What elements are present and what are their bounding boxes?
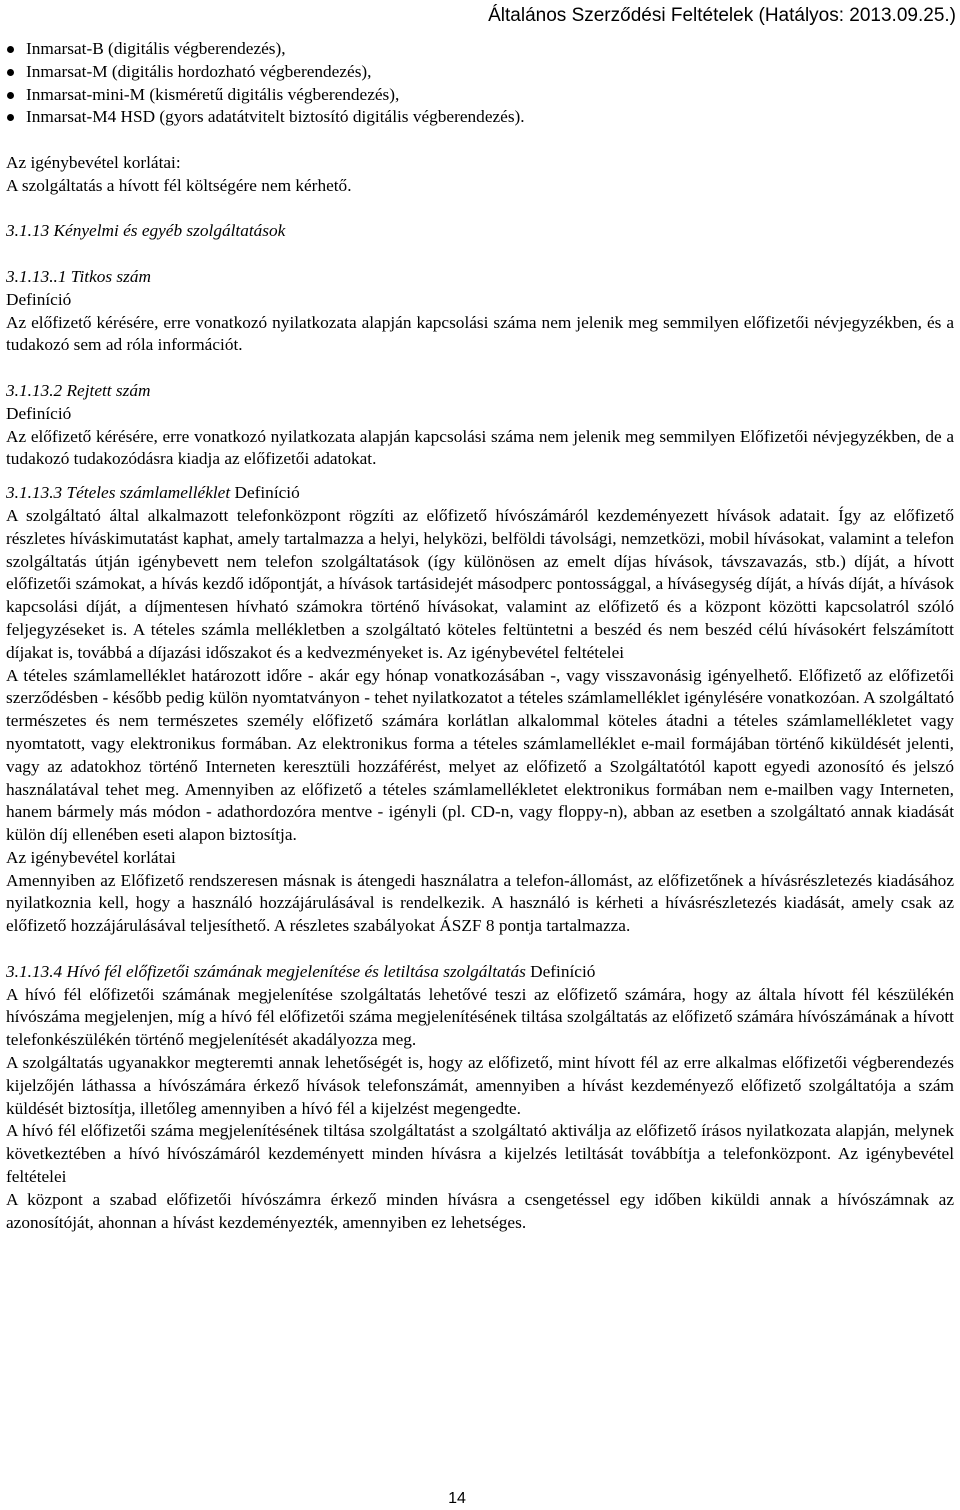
list-item: Inmarsat-M4 HSD (gyors adatátvitelt biztosító digitális végberendezés). xyxy=(6,106,954,129)
document-body xyxy=(6,38,954,1234)
paragraph: Az előfizető kérésére, erre vonatkozó nyilatkozata alapján kapcsolási száma nem jelenik meg semmilyen előfizetői névjegyzékben, és a tudakozó sem ad róla információt. xyxy=(6,312,954,355)
limits-text: A szolgáltatás a hívott fél költségére nem kérhető. xyxy=(6,175,352,195)
subsection-title-itemized-bill: 3.1.13.3 Tételes számlamelléklet Definíció xyxy=(6,483,300,503)
list-item: Inmarsat-mini-M (kisméretű digitális végberendezés), xyxy=(6,84,954,107)
subsection-title-secret-number: 3.1.13..1 Titkos szám xyxy=(6,266,151,286)
paragraph: A hívó fél előfizetői száma megjelenítésének tiltása szolgáltatást a szolgáltató aktiválja az előfizető írásos nyilatkozata alapján, melynek következtében a hívó hívószámáról kezdeményett minden hívásra a kijelzés letiltását továbbítja a telefonközpont. Az igénybevétel feltételei xyxy=(6,1121,954,1187)
paragraph: A hívó fél előfizetői számának megjelenítése szolgáltatás lehetővé teszi az előfizető számára, hogy az általa hívott fél készülékén hívószáma megjelenjen, míg a hívó fél előfizetői száma megjelenítésének tiltása szolgáltatás az előfizető számára hívószámának a hívott telefonkészülékén történő megjelenítését akadályozza meg. xyxy=(6,984,954,1050)
list-item: Inmarsat-M (digitális hordozható végberendezés), xyxy=(6,61,954,84)
terminal-list xyxy=(6,38,954,129)
limits-label: Az igénybevétel korlátai: xyxy=(6,152,181,172)
subsection-title-hidden-number: 3.1.13.2 Rejtett szám xyxy=(6,380,151,400)
page-number: 14 xyxy=(448,1490,466,1507)
subsection-title-caller-id: 3.1.13.4 Hívó fél előfizetői számának megjelenítése és letiltása szolgáltatás Definíció xyxy=(6,961,596,981)
paragraph: A központ a szabad előfizetői hívószámra érkező minden hívásra a csengetéssel egy időben kiküldi annak a hívószámnak az azonosítóját, ahonnan a hívást kezdeményezték, amennyiben ez lehetséges. xyxy=(6,1189,954,1232)
paragraph: Az előfizető kérésére, erre vonatkozó nyilatkozata alapján kapcsolási száma nem jelenik meg semmilyen Előfizetői névjegyzékben, de a tudakozó tudakozódásra kiadja az előfizetői adatokat. xyxy=(6,426,954,469)
paragraph: Amennyiben az Előfizető rendszeresen másnak is átengedi használatra a telefon-állomást, az előfizetőnek a hívásrészletezés kiadásához nyilatkoznia kell, hogy a használó hozzájárulásával is rendelkezik. A használó is kérheti a hívásrészletezés kiadását, amely csak az előfizető hozzájárulásával teljesíthető. A részletes szabályokat ÁSZF 8 pontja tartalmazza. xyxy=(6,870,954,936)
paragraph: A szolgáltató által alkalmazott telefonközpont rögzíti az előfizető hívószámáról kezdeményezett hívások adatait. Így az előfizető részletes híváskimutatást kaphat, amely tartalmazza a helyi, helyközi, belföldi távolsági, nemzetközi, mobil hívásokat, valamint a telefon szolgáltatás útján igénybevett nem telefon szolgáltatások (így különösen az emelt díjas hívások, távszavazás, stb.) díját, a hívott előfizetői számokat, a hívás kezdő időpontját, a hívások tartásidejét másodperc pontossággal, a hívásegység díját, a hívás díját, a hívások kapcsolási díját, a díjmentesen hívható számokra történő hívásokat, valamint az előfizető és a központ közötti kapcsolatról szóló feljegyzéseket is. A tételes számla mellékletben a szolgáltató köteles feltüntetni a beszéd és nem beszéd célú hívásokért felszámított díjakat is, továbbá a díjazási időszakot és a kedvezményeket is. Az igénybevétel feltételei xyxy=(6,505,954,662)
definition-label: Definíció xyxy=(6,289,72,309)
list-item: Inmarsat-B (digitális végberendezés), xyxy=(6,38,954,61)
paragraph: A szolgáltatás ugyanakkor megteremti annak lehetőségét is, hogy az előfizető, mint hívott fél az erre alkalmas előfizetői végberendezés kijelzőjén láthassa a hívószámára érkező hívások telefonszámát, amennyiben a hívást kezdeményező előfizető szolgáltatója a szám küldését biztosítja, illetőleg amennyiben a hívó fél a kijelzést megengedte. xyxy=(6,1053,954,1118)
paragraph: A tételes számlamelléklet határozott időre - akár egy hónap vonatkozásában -, vagy visszavonásig igényelhető. Előfizető az előfizetői szerződésben - később pedig külön nyomtatványon - tehet nyilatkozatot a tételes számlamelléklet igénylésére vonatkozóan. A szolgáltató természetes és nem természetes személy előfizető számára korlátlan alkalommal köteles átadni a tételes számlamellékletet vagy nyomtatott, vagy elektronikus formában. Az elektronikus forma a tételes számlamelléklet e-mail formájában történő kiküldését jelenti, vagy az adatokhoz történő Interneten keresztüli hozzáférést, melyet az előfizető a Szolgáltatótól kapott egyedi azonosító és jelszó használatával tehet meg. Amennyiben az előfizető a tételes számlamellékletet elektronikus formában nem e-mailben vagy Interneten, hanem bármely más módon - adathordozóra mentve - igényli (pl. CD-n, vagy floppy-n), abban az esetben a szolgáltató annak kiadását külön díj ellenében eseti alapon biztosítja. xyxy=(6,665,954,845)
section-heading: 3.1.13 Kényelmi és egyéb szolgáltatások xyxy=(6,221,286,241)
limits-label: Az igénybevétel korlátai xyxy=(6,847,176,867)
document-header: Általános Szerződési Feltételek (Hatályos: 2013.09.25.) xyxy=(488,5,956,26)
definition-label: Definíció xyxy=(6,403,72,423)
